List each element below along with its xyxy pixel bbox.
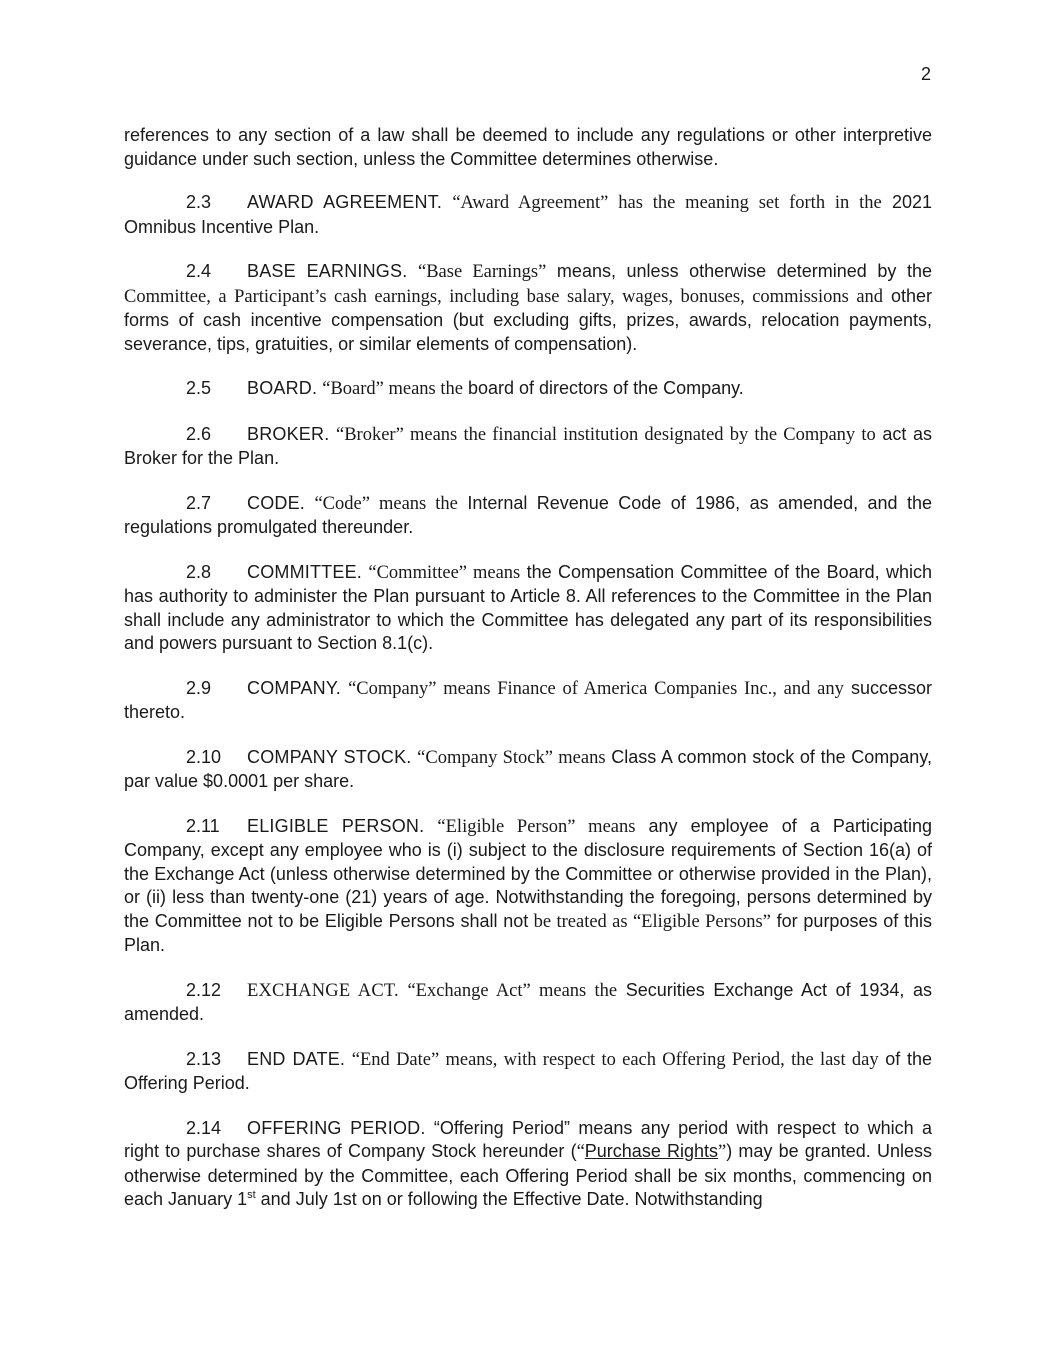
section-heading: AWARD AGREEMENT. xyxy=(247,192,443,212)
section-heading: ELIGIBLE PERSON. xyxy=(247,815,425,836)
defined-term: “Base Earnings” xyxy=(418,262,547,282)
section-text: ) may be granted. Unless otherwise determined by the Committee, each Offering Period shall be six months, commencing on each January 1 xyxy=(124,1141,932,1209)
defined-term: “End Date” means, with respect to each Offering Period, the last day xyxy=(351,1049,879,1070)
section-heading: BROKER. xyxy=(247,423,330,444)
section-2-3 xyxy=(124,191,932,239)
section-text: act as Broker for the Plan. xyxy=(124,423,932,468)
defined-term-purchase-rights: Purchase Rights xyxy=(584,1141,719,1161)
section-text: Class A common stock of the Company, par value $0.0001 per share. xyxy=(124,746,932,791)
section-2-12 xyxy=(124,979,932,1027)
defined-term: “Company Stock” means xyxy=(417,747,606,768)
section-number: 2.12 xyxy=(186,979,222,1000)
quote-close: ” xyxy=(718,1142,727,1162)
document-body xyxy=(124,124,932,1233)
section-2-4 xyxy=(124,260,932,356)
ordinal-suffix: st xyxy=(247,1189,256,1201)
section-text: successor thereto. xyxy=(124,677,932,722)
section-text: the Compensation Committee of the Board, which has authority to administer the Plan pursuant to Article 8. All references to the Committee in the Plan shall include any administrator to which the Committee has delegated any part of its responsibilities and powers pursuant to Section 8.1(c). xyxy=(124,561,932,653)
section-text: Internal Revenue Code of 1986, as amended, and the regulations promulgated thereunder. xyxy=(124,492,932,537)
section-2-7 xyxy=(124,492,932,540)
section-2-5 xyxy=(124,377,932,402)
section-heading: CODE. xyxy=(247,492,306,513)
defined-term: “Broker” means the financial institution designated by the Company to xyxy=(336,424,876,445)
section-2-10 xyxy=(124,746,932,794)
defined-term: “Company” means Finance of America Companies Inc., and any xyxy=(348,678,844,699)
section-text: 2021 Omnibus Incentive Plan. xyxy=(124,192,932,237)
section-text: of the Offering Period. xyxy=(124,1048,932,1093)
section-text: other forms of cash incentive compensation (but excluding gifts, prizes, awards, relocation payments, severance, tips, gratuities, or similar elements of compensation). xyxy=(124,285,932,354)
section-number: 2.5 xyxy=(186,378,212,398)
section-2-8 xyxy=(124,561,932,656)
section-text: Securities Exchange Act of 1934, as amended. xyxy=(124,979,932,1024)
section-heading: OFFERING PERIOD. xyxy=(247,1117,426,1138)
section-text-serif: be treated as “Eligible Persons” xyxy=(528,911,771,932)
section-number: 2.6 xyxy=(186,423,212,444)
defined-term: “Eligible Person” means xyxy=(437,816,636,837)
section-text: and July 1st on or following the Effective Date. Notwithstanding xyxy=(255,1189,763,1209)
section-text: “Offering Period” means any period with respect to which a right to purchase shares of Company Stock hereunder ( xyxy=(124,1117,932,1161)
intro-paragraph: references to any section of a law shall be deemed to include any regulations or other interpretive guidance under such section, unless the Committee determines otherwise. xyxy=(124,125,932,169)
section-2-13 xyxy=(124,1048,932,1096)
section-heading: END DATE. xyxy=(247,1048,346,1069)
section-2-9 xyxy=(124,677,932,725)
section-heading: COMMITTEE. xyxy=(247,561,362,582)
section-number: 2.14 xyxy=(186,1117,222,1138)
defined-term: “Code” means the xyxy=(314,493,458,514)
defined-term: “Exchange Act” means the xyxy=(407,980,618,1001)
section-text: means, unless otherwise determined by the xyxy=(546,261,932,281)
section-2-11 xyxy=(124,815,932,958)
section-text-serif: has the meaning set forth in the xyxy=(608,193,882,213)
section-number: 2.10 xyxy=(186,746,222,767)
section-heading: COMPANY STOCK. xyxy=(247,746,412,767)
section-number: 2.11 xyxy=(186,815,220,836)
section-number: 2.8 xyxy=(186,561,212,582)
section-number: 2.3 xyxy=(186,192,212,212)
section-number: 2.9 xyxy=(186,677,212,698)
section-number: 2.13 xyxy=(186,1048,222,1069)
section-number: 2.7 xyxy=(186,492,212,513)
section-2-6 xyxy=(124,423,932,471)
section-2-14 xyxy=(124,1117,932,1212)
section-text: board of directors of the Company. xyxy=(462,378,744,398)
section-number: 2.4 xyxy=(186,261,212,281)
defined-term: “Board” means the xyxy=(322,379,463,399)
section-text: any employee of a Participating Company, except any employee who is (i) subject to the disclosure requirements of Section 16(a) of the Exchange Act (unless otherwise determined by the Committee or otherwise provided in the Plan), or (ii) less than twenty-one (21) years of age. Notwithstanding the foregoing, persons determined by the Committee not to be Eligible Persons shall not xyxy=(124,815,932,931)
section-heading: COMPANY. xyxy=(247,677,341,698)
section-heading: EXCHANGE ACT. xyxy=(247,980,399,1001)
defined-term: “Award Agreement” xyxy=(452,193,609,213)
quote-open: “ xyxy=(576,1142,585,1162)
defined-term: “Committee” means xyxy=(368,562,521,583)
section-heading: BASE EARNINGS. xyxy=(247,261,408,281)
section-text: for purposes of this Plan. xyxy=(124,910,933,955)
section-heading: BOARD. xyxy=(247,378,318,398)
section-text-serif: Committee, a Participant’s cash earnings, including base salary, wages, bonuses, commissions and xyxy=(124,286,884,307)
page-number: 2 xyxy=(920,64,931,84)
